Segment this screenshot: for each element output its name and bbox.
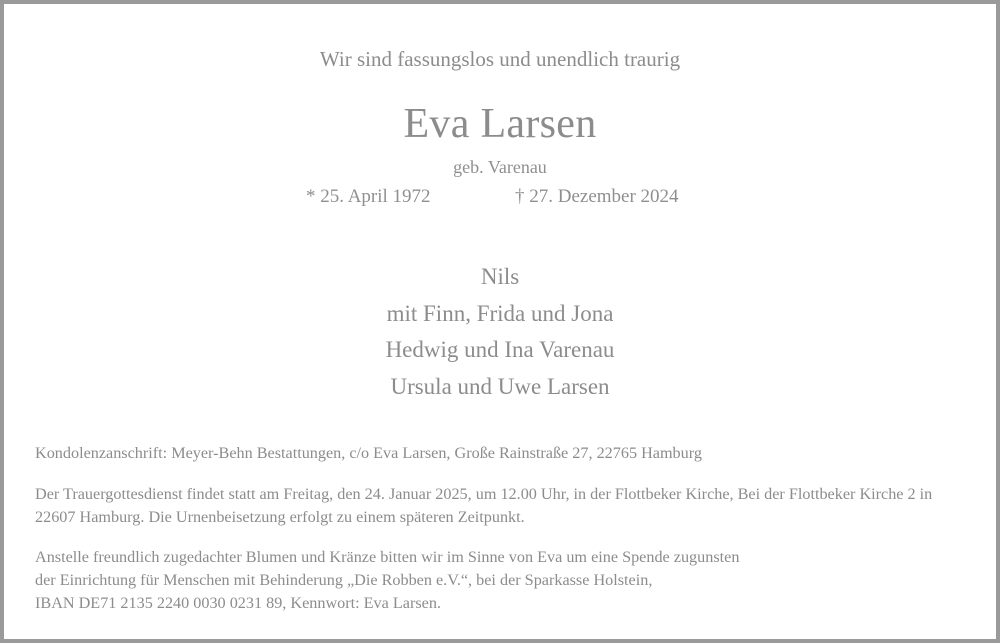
condolence-address: Kondolenzanschrift: Meyer-Behn Bestattungen, c/o Eva Larsen, Große Rainstraße 27, 22765 Hamburg	[35, 444, 702, 462]
donation-line: der Einrichtung für Menschen mit Behinderung „Die Robben e.V.“, bei der Sparkasse Holstein,	[35, 571, 653, 589]
donation-line: IBAN DE71 2135 2240 0030 0231 89, Kennwort: Eva Larsen.	[35, 594, 441, 612]
intro-text: Wir sind fassungslos und unendlich traurig	[319, 47, 681, 71]
mourner-line: Hedwig und Ina Varenau	[385, 337, 615, 362]
deceased-name: Eva Larsen	[403, 101, 597, 147]
mourners-list	[4, 259, 996, 405]
mourner-line: Nils	[480, 264, 520, 289]
donation-info	[35, 546, 970, 615]
birth-name: geb. Varenau	[453, 157, 547, 177]
service-info: Der Trauergottesdienst findet statt am Freitag, den 24. Januar 2025, um 12.00 Uhr, in der Flottbeker Kirche, Bei der Flottbeker Kirche 2 in 22607 Hamburg. Die Urnenbeisetzung erfolgt zu einem späteren Zeitpunkt.	[35, 485, 933, 526]
death-date: † 27. Dezember 2024	[515, 186, 679, 207]
donation-line: Anstelle freundlich zugedachter Blumen und Kränze bitten wir im Sinne von Eva um eine Spende zugunsten	[35, 548, 740, 566]
mourner-line: Ursula und Uwe Larsen	[390, 373, 610, 399]
mourner-line: mit Finn, Frida und Jona	[386, 300, 614, 326]
birth-date: * 25. April 1972	[306, 186, 431, 207]
